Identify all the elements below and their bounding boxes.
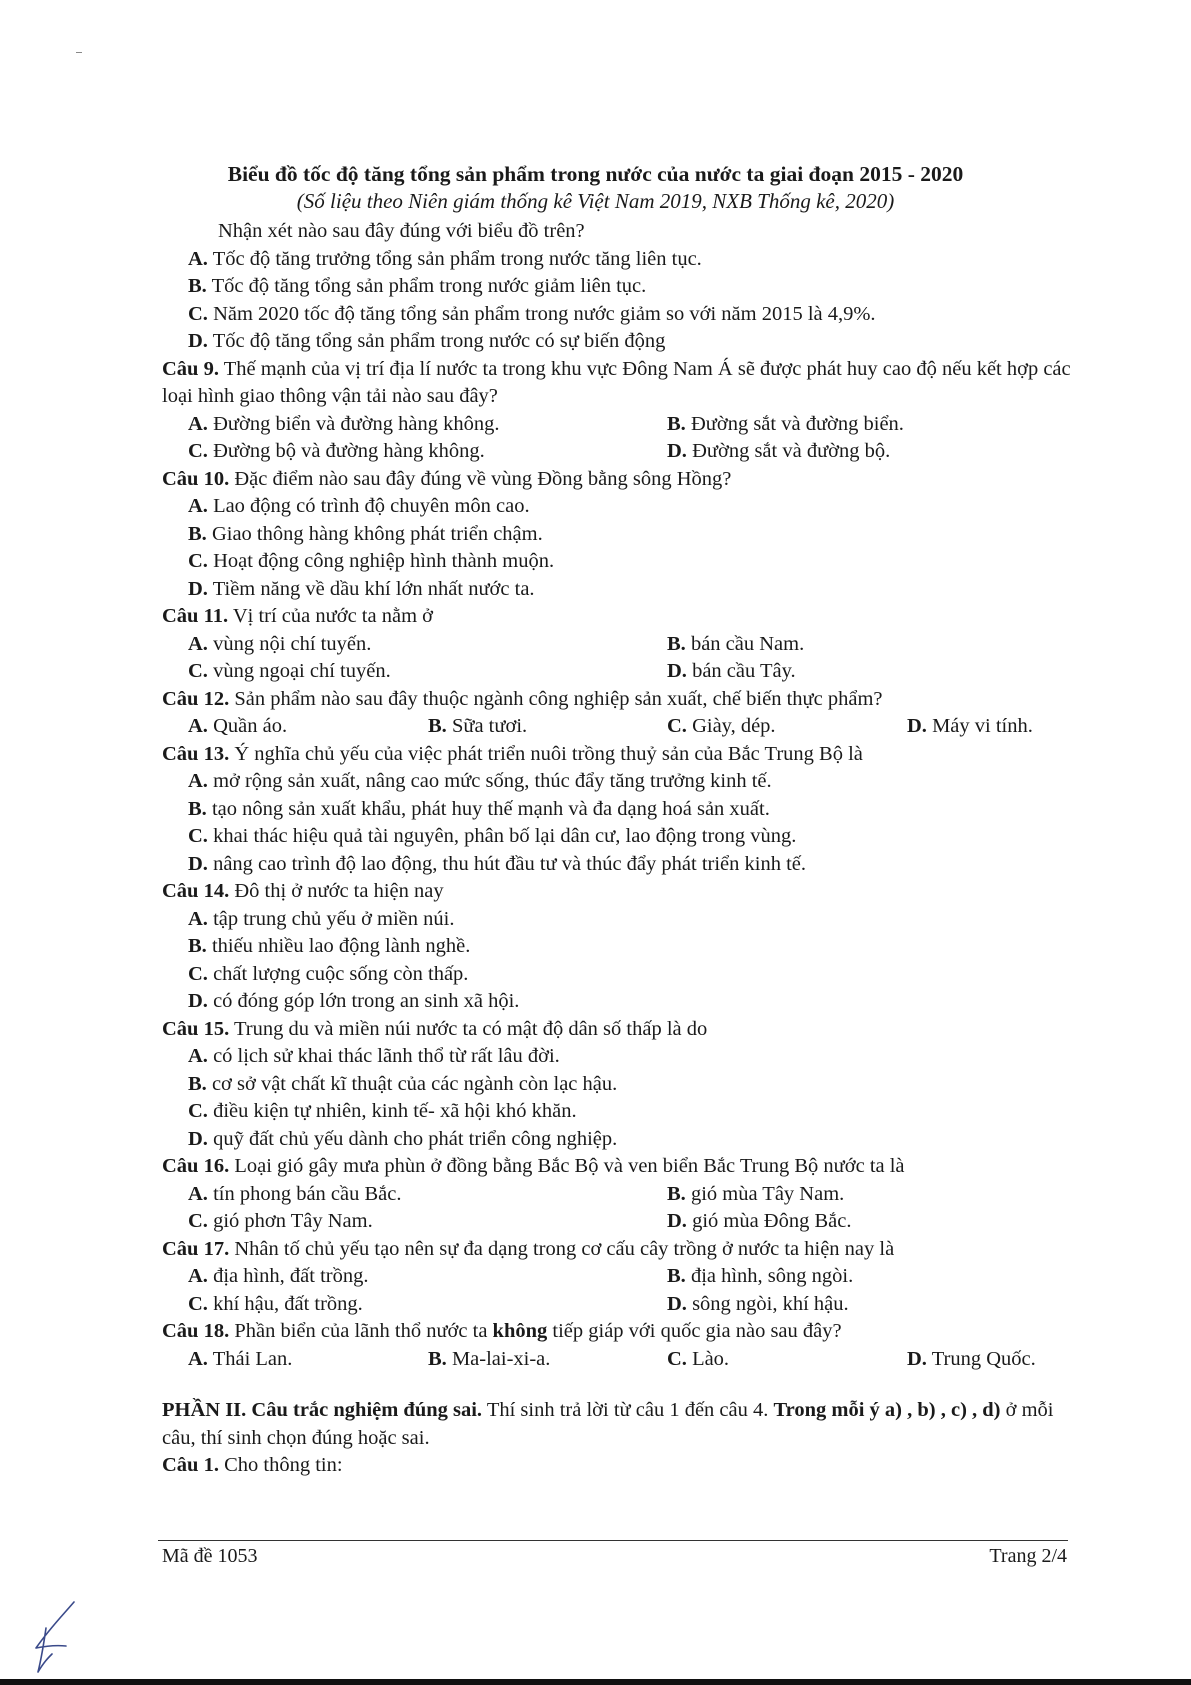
option-letter: C. bbox=[667, 715, 687, 737]
option-text: Máy vi tính. bbox=[932, 715, 1033, 737]
option-letter: C. bbox=[188, 962, 208, 985]
question-text: Cho thông tin: bbox=[224, 1454, 343, 1476]
q16-option-d bbox=[667, 1208, 851, 1236]
option-text: khí hậu, đất trồng. bbox=[213, 1292, 363, 1315]
option-letter: C. bbox=[188, 825, 208, 847]
q17-option-a bbox=[188, 1265, 369, 1287]
question-label: Câu 12. bbox=[162, 687, 230, 710]
option-text: Năm 2020 tốc độ tăng tổng sản phẩm trong nước giảm so với năm 2015 là 4,9%. bbox=[213, 302, 876, 325]
option-letter: B. bbox=[667, 412, 686, 435]
q10-option-c bbox=[162, 548, 1077, 576]
option-letter: C. bbox=[188, 660, 208, 682]
q14-option-b bbox=[162, 933, 1077, 961]
option-text: gió mùa Tây Nam. bbox=[690, 1182, 845, 1205]
question-text-bold: không bbox=[492, 1320, 548, 1342]
scan-edge bbox=[0, 1679, 1191, 1685]
option-letter: D. bbox=[907, 1347, 927, 1370]
q11-options-row1 bbox=[162, 631, 1077, 659]
q14-option-c bbox=[162, 961, 1077, 989]
option-text: Tốc độ tăng tổng sản phẩm trong nước giảm liên tục. bbox=[211, 275, 647, 297]
option-letter: C. bbox=[188, 1100, 208, 1122]
handwritten-signature bbox=[22, 1598, 92, 1676]
question-label: Câu 16. bbox=[162, 1155, 230, 1177]
q17-option-c bbox=[188, 1293, 363, 1315]
question-label: Câu 11. bbox=[162, 605, 229, 627]
option-text: mở rộng sản xuất, nâng cao mức sống, thúc đẩy tăng trưởng kinh tế. bbox=[213, 770, 772, 792]
option-text: bán cầu Tây. bbox=[692, 660, 796, 682]
question-label: Câu 9. bbox=[162, 357, 219, 380]
q18-option-c bbox=[667, 1346, 729, 1374]
option-letter: A. bbox=[188, 1045, 208, 1067]
option-letter: D. bbox=[667, 1210, 687, 1232]
section-gap bbox=[162, 1373, 1077, 1397]
option-letter: B. bbox=[667, 1265, 686, 1287]
option-letter: B. bbox=[428, 715, 447, 737]
q17-options-row1 bbox=[162, 1263, 1077, 1291]
option-letter: D. bbox=[667, 440, 687, 462]
option-text: Giao thông hàng không phát triển chậm. bbox=[211, 522, 543, 545]
option-letter: C. bbox=[188, 550, 208, 572]
q16-stem bbox=[162, 1153, 1077, 1181]
q11-option-a bbox=[188, 633, 371, 655]
q12-option-b bbox=[428, 713, 527, 741]
option-letter: A. bbox=[188, 907, 208, 930]
q8-option-a bbox=[162, 246, 1077, 274]
chart-caption bbox=[0, 160, 1191, 214]
question-label: Câu 15. bbox=[162, 1017, 230, 1040]
part2-heading bbox=[162, 1397, 1077, 1452]
q10-option-a bbox=[162, 493, 1077, 521]
question-text: Thế mạnh của vị trí địa lí nước ta trong khu vực Đông Nam Á sẽ được phát huy cao độ nếu kết hợp các loại hình giao thông vận tải nào sau đây? bbox=[162, 357, 1071, 407]
option-text: gió mùa Đông Bắc. bbox=[692, 1210, 852, 1232]
exam-code: Mã đề 1053 bbox=[162, 1545, 258, 1567]
option-letter: D. bbox=[188, 990, 208, 1012]
option-text: Đường biển và đường hàng không. bbox=[213, 412, 500, 435]
option-letter: B. bbox=[188, 797, 207, 820]
q8-option-b bbox=[162, 273, 1077, 301]
option-text: Tốc độ tăng tổng sản phẩm trong nước có sự biến động bbox=[212, 330, 666, 352]
q9-option-d bbox=[667, 438, 890, 466]
q16-option-b bbox=[667, 1181, 844, 1209]
q17-option-b bbox=[667, 1263, 853, 1291]
q16-option-a bbox=[188, 1183, 402, 1205]
q11-option-c bbox=[188, 660, 391, 682]
question-label: Câu 17. bbox=[162, 1237, 230, 1260]
q15-stem bbox=[162, 1016, 1077, 1044]
option-letter: A. bbox=[188, 770, 208, 792]
part2-title: PHẦN II. Câu trắc nghiệm đúng sai. bbox=[162, 1399, 483, 1421]
q17-options-row2 bbox=[162, 1291, 1077, 1319]
q11-option-d bbox=[667, 658, 796, 686]
q15-option-b bbox=[162, 1071, 1077, 1099]
option-letter: B. bbox=[188, 935, 207, 957]
option-letter: A. bbox=[188, 412, 208, 435]
option-text: gió phơn Tây Nam. bbox=[213, 1210, 373, 1232]
part2-instruction-bold: Trong mỗi ý a) , b) , c) , d) bbox=[773, 1399, 1001, 1421]
question-label: Câu 13. bbox=[162, 742, 230, 765]
question-text: Trung du và miền núi nước ta có mật độ dân số thấp là do bbox=[233, 1017, 708, 1040]
option-text: thiếu nhiều lao động lành nghề. bbox=[211, 935, 471, 957]
question-list bbox=[162, 218, 1077, 1480]
option-letter: D. bbox=[188, 1127, 208, 1150]
question-label: Câu 14. bbox=[162, 880, 230, 902]
page-number: Trang 2/4 bbox=[989, 1545, 1067, 1567]
q13-option-a bbox=[162, 768, 1077, 796]
option-text: tạo nông sản xuất khẩu, phát huy thế mạnh và đa dạng hoá sản xuất. bbox=[211, 797, 770, 820]
option-text: địa hình, đất trồng. bbox=[213, 1265, 369, 1287]
q10-option-d bbox=[162, 576, 1077, 604]
question-label: Câu 18. bbox=[162, 1320, 230, 1342]
option-letter: A. bbox=[188, 1347, 208, 1370]
option-text: tín phong bán cầu Bắc. bbox=[213, 1182, 402, 1205]
option-text: có đóng góp lớn trong an sinh xã hội. bbox=[213, 990, 520, 1012]
question-text: tiếp giáp với quốc gia nào sau đây? bbox=[552, 1320, 842, 1342]
option-letter: A. bbox=[188, 715, 208, 737]
q13-option-c bbox=[162, 823, 1077, 851]
option-letter: B. bbox=[667, 1182, 686, 1205]
option-letter: D. bbox=[667, 660, 687, 682]
q11-options-row2 bbox=[162, 658, 1077, 686]
option-text: Lao động có trình độ chuyên môn cao. bbox=[213, 495, 530, 517]
option-text: điều kiện tự nhiên, kinh tế- xã hội khó khăn. bbox=[213, 1100, 577, 1122]
q12-stem bbox=[162, 686, 1077, 714]
part2-instruction-tail: ở mỗi câu, thí sinh chọn đúng hoặc sai. bbox=[162, 1399, 1054, 1449]
option-letter: B. bbox=[188, 275, 207, 297]
option-letter: D. bbox=[667, 1292, 687, 1315]
question-label: Câu 1. bbox=[162, 1454, 219, 1476]
chart-title: Biểu đồ tốc độ tăng tổng sản phẩm trong nước của nước ta giai đoạn 2015 - 2020 bbox=[227, 162, 964, 186]
option-letter: B. bbox=[188, 1072, 207, 1095]
q13-option-b bbox=[162, 796, 1077, 824]
option-text: Trung Quốc. bbox=[931, 1347, 1036, 1370]
option-letter: D. bbox=[907, 715, 927, 737]
chart-source: (Số liệu theo Niên giám thống kê Việt Nam 2019, NXB Thống kê, 2020) bbox=[296, 189, 895, 213]
q16-option-c bbox=[188, 1210, 373, 1232]
part2-intro: Thí sinh trả lời từ câu 1 đến câu 4. bbox=[486, 1399, 769, 1421]
q18-option-d bbox=[907, 1346, 1036, 1374]
footer-divider bbox=[158, 1540, 1068, 1541]
question-text: Nhân tố chủ yếu tạo nên sự đa dạng trong cơ cấu cây trồng ở nước ta hiện nay là bbox=[234, 1237, 895, 1260]
q8-option-d bbox=[162, 328, 1077, 356]
q9-option-a bbox=[188, 413, 500, 435]
option-letter: A. bbox=[188, 632, 208, 655]
q15-option-c bbox=[162, 1098, 1077, 1126]
q13-stem bbox=[162, 741, 1077, 769]
question-text: Sản phẩm nào sau đây thuộc ngành công nghiệp sản xuất, chế biến thực phẩm? bbox=[234, 687, 883, 710]
q13-option-d bbox=[162, 851, 1077, 879]
option-text: Giày, dép. bbox=[692, 715, 776, 737]
option-text: Thái Lan. bbox=[212, 1347, 293, 1370]
q14-stem bbox=[162, 878, 1077, 906]
question-label: Câu 10. bbox=[162, 467, 230, 490]
q17-option-d bbox=[667, 1291, 849, 1319]
q12-option-a bbox=[188, 713, 287, 741]
option-letter: B. bbox=[667, 632, 686, 655]
q9-option-c bbox=[188, 440, 485, 462]
question-text: Loại gió gây mưa phùn ở đồng bằng Bắc Bộ và ven biển Bắc Trung Bộ nước ta là bbox=[234, 1155, 905, 1177]
option-letter: A. bbox=[188, 495, 208, 517]
q10-option-b bbox=[162, 521, 1077, 549]
option-letter: B. bbox=[188, 522, 207, 545]
option-text: Sữa tươi. bbox=[451, 715, 528, 737]
option-letter: D. bbox=[188, 852, 208, 875]
option-text: Đường bộ và đường hàng không. bbox=[213, 440, 485, 462]
option-text: quỹ đất chủ yếu dành cho phát triển công nghiệp. bbox=[213, 1127, 618, 1150]
question-text: Vị trí của nước ta nằm ở bbox=[232, 605, 433, 627]
q16-options-row2 bbox=[162, 1208, 1077, 1236]
option-letter: C. bbox=[188, 302, 208, 325]
option-text: nâng cao trình độ lao động, thu hút đầu tư và thúc đẩy phát triển kinh tế. bbox=[213, 852, 807, 875]
option-text: bán cầu Nam. bbox=[690, 632, 805, 655]
option-text: Đường sắt và đường bộ. bbox=[692, 440, 891, 462]
option-text: vùng nội chí tuyến. bbox=[213, 632, 372, 655]
option-text: Đường sắt và đường biển. bbox=[690, 412, 904, 435]
q16-options-row1 bbox=[162, 1181, 1077, 1209]
option-letter: A. bbox=[188, 1265, 208, 1287]
option-letter: B. bbox=[428, 1347, 447, 1370]
option-text: Lào. bbox=[692, 1347, 730, 1370]
q18-option-a bbox=[188, 1346, 292, 1374]
option-text: Hoạt động công nghiệp hình thành muộn. bbox=[213, 550, 555, 572]
option-text: Tiềm năng về dầu khí lớn nhất nước ta. bbox=[212, 577, 535, 600]
option-text: Quần áo. bbox=[213, 715, 288, 737]
option-letter: C. bbox=[667, 1347, 687, 1370]
scan-mark bbox=[76, 52, 82, 53]
q15-option-d bbox=[162, 1126, 1077, 1154]
q15-option-a bbox=[162, 1043, 1077, 1071]
part2-q1 bbox=[162, 1452, 1077, 1480]
q9-options-row2 bbox=[162, 438, 1077, 466]
q11-stem bbox=[162, 603, 1077, 631]
q8-option-c bbox=[162, 301, 1077, 329]
q18-option-b bbox=[428, 1346, 550, 1374]
q12-option-c bbox=[667, 713, 776, 741]
option-letter: D. bbox=[188, 330, 208, 352]
option-text: có lịch sử khai thác lãnh thổ từ rất lâu đời. bbox=[213, 1045, 560, 1067]
option-text: Tốc độ tăng trưởng tổng sản phẩm trong nước tăng liên tục. bbox=[212, 247, 702, 270]
option-text: khai thác hiệu quả tài nguyên, phân bố lại dân cư, lao động trong vùng. bbox=[213, 825, 797, 847]
option-letter: C. bbox=[188, 1210, 208, 1232]
option-text: Ma-lai-xi-a. bbox=[451, 1347, 551, 1370]
question-text: Đô thị ở nước ta hiện nay bbox=[234, 880, 444, 902]
q11-option-b bbox=[667, 631, 804, 659]
option-text: vùng ngoại chí tuyến. bbox=[213, 660, 391, 682]
q10-stem bbox=[162, 466, 1077, 494]
q18-stem bbox=[162, 1318, 1077, 1346]
option-letter: A. bbox=[188, 247, 208, 270]
q9-option-b bbox=[667, 411, 904, 439]
q18-options-row bbox=[162, 1346, 1077, 1374]
q12-options-row bbox=[162, 713, 1077, 741]
option-text: sông ngòi, khí hậu. bbox=[692, 1292, 849, 1315]
question-text: Phần biển của lãnh thổ nước ta bbox=[234, 1320, 488, 1342]
q9-stem bbox=[162, 356, 1077, 411]
option-letter: C. bbox=[188, 1292, 208, 1315]
option-text: cơ sở vật chất kĩ thuật của các ngành còn lạc hậu. bbox=[211, 1072, 618, 1095]
q8-stem: Nhận xét nào sau đây đúng với biểu đồ trên? bbox=[218, 220, 585, 242]
option-letter: D. bbox=[188, 577, 208, 600]
q9-options-row1 bbox=[162, 411, 1077, 439]
option-text: tập trung chủ yếu ở miền núi. bbox=[213, 907, 455, 930]
option-text: chất lượng cuộc sống còn thấp. bbox=[213, 962, 469, 985]
question-text: Đặc điểm nào sau đây đúng về vùng Đồng bằng sông Hồng? bbox=[234, 467, 732, 490]
option-letter: C. bbox=[188, 440, 208, 462]
question-text: Ý nghĩa chủ yếu của việc phát triển nuôi trồng thuỷ sản của Bắc Trung Bộ là bbox=[234, 742, 863, 765]
q17-stem bbox=[162, 1236, 1077, 1264]
option-letter: A. bbox=[188, 1182, 208, 1205]
q12-option-d bbox=[907, 713, 1033, 741]
q14-option-a bbox=[162, 906, 1077, 934]
option-text: địa hình, sông ngòi. bbox=[690, 1265, 854, 1287]
q14-option-d bbox=[162, 988, 1077, 1016]
